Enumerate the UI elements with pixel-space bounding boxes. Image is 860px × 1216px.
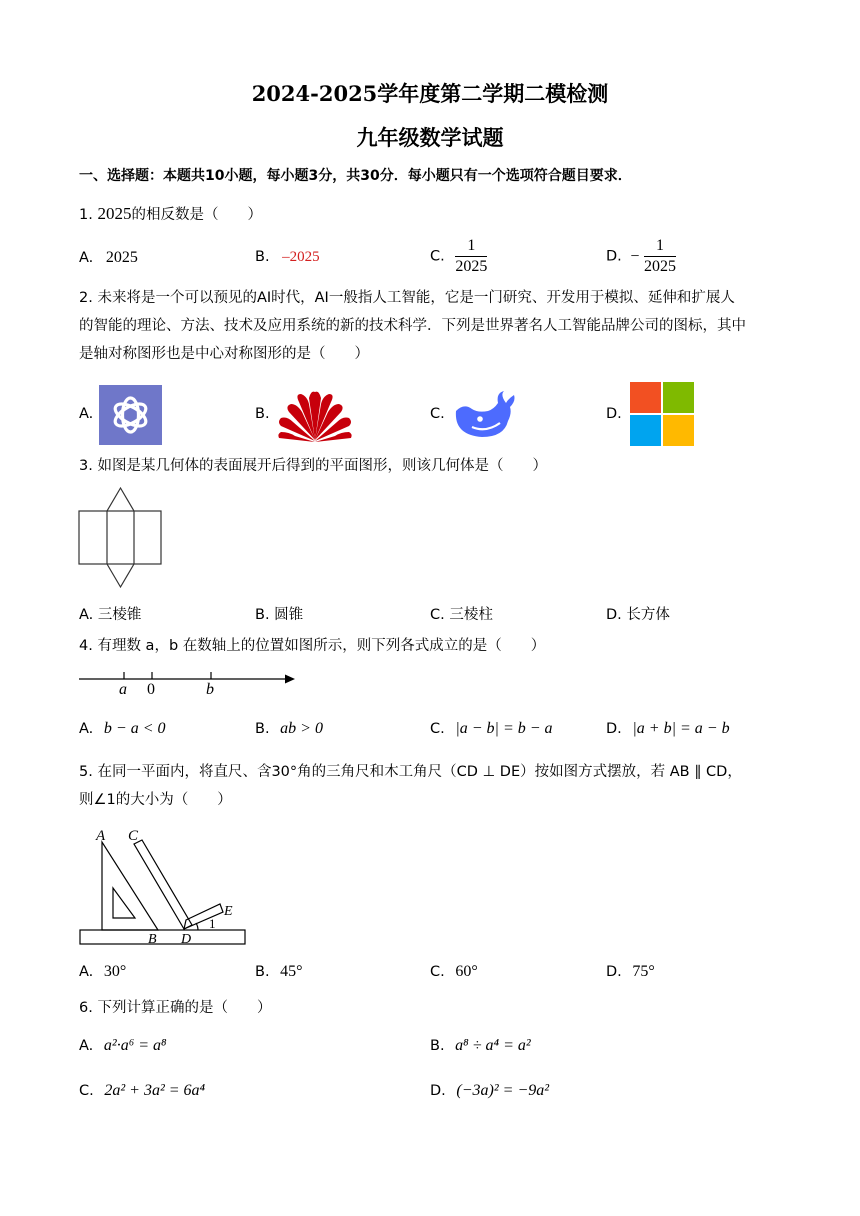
exam-subtitle: 九年级数学试题 (356, 125, 504, 150)
q6-option-c[interactable] (79, 1082, 205, 1100)
q6-option-a[interactable] (79, 1037, 167, 1055)
option-label: D. (430, 1083, 446, 1099)
option-label: B. (430, 1038, 445, 1054)
q2-option-d-label[interactable]: D. (606, 406, 622, 422)
label-b: b (206, 681, 214, 698)
option-label: C. (430, 248, 445, 265)
q1-value: 2025 (97, 204, 132, 223)
ruler (80, 930, 245, 944)
q4-option-b[interactable] (255, 720, 323, 738)
option-text: |a − b| = b − a (455, 720, 553, 737)
option-label: D. (606, 964, 622, 980)
option-text: 45° (280, 963, 303, 980)
option-label: A. (79, 964, 94, 980)
microsoft-logo-icon (630, 382, 694, 446)
q3-option-d[interactable]: D. 长方体 (606, 607, 670, 623)
label-B: B (148, 932, 157, 947)
option-text: b − a < 0 (103, 720, 166, 737)
carpenter-square-long-arm (134, 840, 192, 929)
q4-option-c[interactable] (430, 720, 553, 738)
fraction (644, 236, 676, 277)
angle-1-arc (196, 923, 198, 930)
question-1 (79, 200, 781, 229)
q1-option-a[interactable] (79, 249, 138, 267)
q4-option-d[interactable] (606, 720, 730, 738)
minus-sign: − (630, 247, 640, 265)
q2-option-c-label[interactable]: C. (430, 406, 445, 422)
q3-option-c[interactable]: C. 三棱柱 (430, 607, 493, 623)
numerator: 1 (455, 236, 487, 257)
option-text: 2a² + 3a² = 6a⁴ (104, 1082, 206, 1099)
label-0: 0 (147, 681, 155, 698)
triangle-ruler (102, 842, 158, 930)
label-a: a (119, 681, 127, 698)
option-label: A. (79, 1038, 94, 1054)
question-6: 6. 下列计算正确的是（ ） (79, 1000, 272, 1016)
option-text: 60° (455, 963, 478, 980)
option-text: (−3a)² = −9a² (456, 1082, 550, 1099)
option-label: A. (79, 721, 94, 737)
option-label: D. (606, 721, 622, 737)
option-label: D. (606, 248, 622, 265)
label-E: E (224, 904, 233, 919)
q1-stem: 的相反数是（ ） (131, 207, 262, 223)
deepseek-whale-icon (452, 389, 518, 441)
carpenter-square-short-arm (184, 904, 223, 929)
option-text: |a + b| = a − b (632, 720, 730, 737)
q2-line-3: 是轴对称图形也是中心对称图形的是（ ） (79, 346, 369, 362)
label-C: C (128, 828, 139, 844)
openai-logo-icon (99, 385, 162, 445)
q2-option-a-label[interactable]: A. (79, 406, 94, 422)
q1-option-d[interactable] (606, 236, 676, 277)
q5-option-b[interactable] (255, 963, 303, 981)
q5-option-a[interactable] (79, 963, 126, 981)
label-A: A (96, 828, 106, 844)
question-2 (79, 284, 781, 368)
question-4: 4. 有理数 a，b 在数轴上的位置如图所示，则下列各式成立的是（ ） (79, 638, 546, 654)
option-label: B. (255, 249, 270, 265)
option-label: A. (79, 250, 94, 266)
q1-number: 1. (79, 207, 93, 223)
exam-title: 2024-2025学年度第二学期二模检测 (251, 81, 609, 106)
denominator: 2025 (455, 258, 488, 275)
q6-option-b[interactable] (430, 1037, 531, 1055)
option-label: C. (430, 721, 445, 737)
q5-option-c[interactable] (430, 963, 478, 981)
prism-net-figure (77, 486, 165, 590)
q4-option-a[interactable] (79, 720, 165, 738)
option-label: B. (255, 721, 270, 737)
number-line-arrow (285, 675, 295, 684)
question-5 (79, 758, 781, 814)
question-3: 3. 如图是某几何体的表面展开后得到的平面图形，则该几何体是（ ） (79, 458, 547, 474)
q3-option-a[interactable]: A. 三棱锥 (79, 607, 142, 623)
denominator: 2025 (644, 258, 677, 275)
label-angle-1: 1 (209, 916, 216, 931)
option-text: a²·a⁶ = a⁸ (103, 1037, 167, 1054)
option-label: C. (79, 1083, 94, 1099)
numerator: 1 (644, 236, 676, 257)
q1-option-c[interactable] (430, 236, 487, 277)
option-label: B. (255, 964, 270, 980)
option-text: 2025 (105, 249, 138, 266)
option-text: ab > 0 (280, 720, 323, 737)
q5-option-d[interactable] (606, 963, 655, 981)
option-text: –2025 (282, 249, 320, 265)
fraction (455, 236, 487, 277)
q5-line-1: 5. 在同一平面内，将直尺、含30°角的三角尺和木工角尺（CD ⊥ DE）按如图方式摆放，若 AB ∥ CD， (79, 764, 742, 780)
q1-option-b[interactable] (255, 249, 320, 266)
option-text: 75° (632, 963, 655, 980)
option-text: 30° (103, 963, 127, 980)
option-label: C. (430, 964, 445, 980)
huawei-logo-icon (275, 388, 355, 443)
q2-option-b-label[interactable]: B. (255, 406, 270, 422)
label-D: D (181, 932, 192, 947)
q2-line-1: 2. 未来将是一个可以预见的AI时代，AI一般指人工智能，它是一门研究、开发用于模拟、延伸和扩展人 (79, 290, 735, 306)
option-text: a⁸ ÷ a⁴ = a² (455, 1037, 531, 1054)
q5-line-2: 则∠1的大小为（ ） (79, 792, 232, 808)
triangle-inner (113, 888, 135, 918)
number-line-figure (77, 668, 299, 698)
q2-line-2: 的智能的理论、方法、技术及应用系统的新的技术科学．下列是世界著名人工智能品牌公司的图标，其中 (79, 318, 746, 334)
q3-option-b[interactable]: B. 圆锥 (255, 607, 304, 623)
q6-option-d[interactable] (430, 1082, 549, 1100)
ruler-triangle-figure (78, 826, 250, 948)
section-heading: 一、选择题：本题共10小题，每小题3分，共30分．每小题只有一个选项符合题目要求． (79, 168, 632, 184)
